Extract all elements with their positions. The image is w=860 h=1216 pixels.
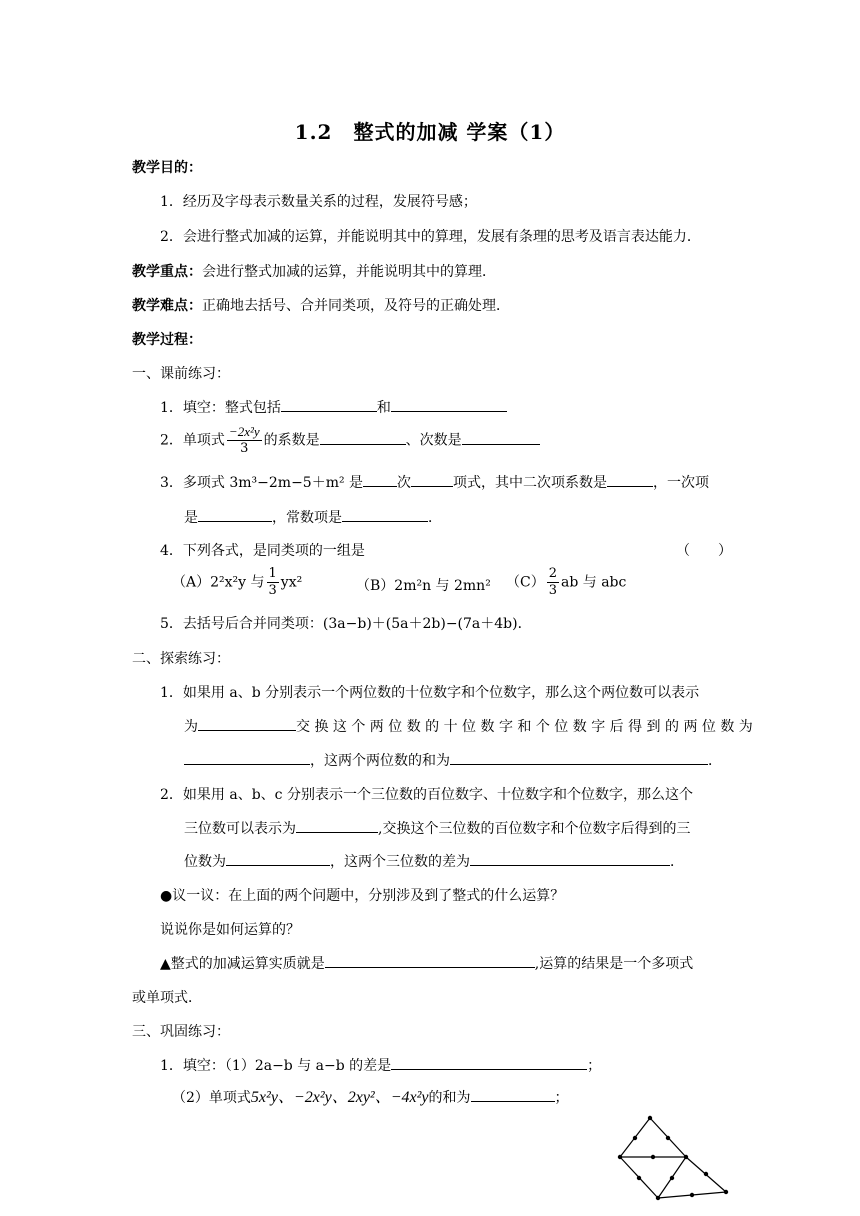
e2-blank-1[interactable] <box>296 818 378 833</box>
consolidate-1 <box>160 1055 601 1075</box>
section-1-heading: 一、课前练习： <box>132 366 230 382</box>
q3-text-c: 项式，其中二次项系数是 <box>453 475 608 491</box>
q3-blank-1[interactable] <box>363 472 397 487</box>
q1-text-a: 1．填空：整式包括 <box>160 400 281 416</box>
figure-dot <box>618 1155 622 1159</box>
q2-text-a: 2．单项式 <box>160 432 225 449</box>
q4-option-c-text-1: （C） <box>506 574 545 591</box>
q4-option-a-text-2: yx² <box>280 574 303 591</box>
process-heading: 教学过程： <box>132 332 202 348</box>
question-3 <box>160 472 709 492</box>
figure-dot <box>666 1136 670 1140</box>
c2-text-c: ； <box>554 1090 569 1106</box>
q3-text-b: 次 <box>397 475 412 491</box>
q4-option-c-denominator: 3 <box>548 583 557 598</box>
q3-blank-2[interactable] <box>411 472 453 487</box>
section-2-heading: 二、探索练习： <box>132 651 230 667</box>
q4-option-a-fraction <box>267 566 279 599</box>
explore-1-line-3 <box>184 750 722 770</box>
figure-dot <box>724 1190 728 1194</box>
essence-text-b: ,运算的结果是一个多项式 <box>534 956 694 972</box>
question-3-line-2 <box>184 507 442 527</box>
e2-text-d: 位数为 <box>184 854 226 870</box>
q3-text-f: ，常数项是 <box>272 510 342 526</box>
essence-blank[interactable] <box>325 953 535 968</box>
q1-blank-2[interactable] <box>391 397 507 412</box>
e2-text-e: ，这两个三位数的差为 <box>330 854 470 870</box>
e1-text-c: 交 换 这 个 两 位 数 的 十 位 数 字 和 个 位 数 字 后 得 到 的 两 位 数 为 <box>296 719 753 735</box>
q3-blank-4[interactable] <box>198 507 272 522</box>
q4-option-c <box>506 566 626 599</box>
objective-1: 1．经历及字母表示数量关系的过程，发展符号感； <box>160 194 477 210</box>
key-label: 教学重点： <box>132 264 202 280</box>
section-3-heading: 三、巩固练习： <box>132 1024 230 1040</box>
q3-blank-3[interactable] <box>607 472 653 487</box>
q2-denominator: 3 <box>240 441 249 456</box>
e1-blank-1[interactable] <box>198 716 296 731</box>
e1-blank-2[interactable] <box>184 750 310 765</box>
essence-line-2: 或单项式． <box>132 990 202 1006</box>
q3-text-a: 3．多项式 3m³−2m−5＋m² 是 <box>160 475 364 491</box>
e2-blank-2[interactable] <box>226 851 330 866</box>
c1-blank[interactable] <box>391 1055 587 1070</box>
triangle-dot-figure <box>610 1112 740 1204</box>
c2-text-b: 的和为 <box>428 1090 471 1106</box>
q2-blank-2[interactable] <box>462 430 540 445</box>
q4-option-a-text-1: （A）2²x²y 与 <box>172 574 265 591</box>
q2-numerator: −2x²y <box>228 424 260 439</box>
difficulty-text: 正确地去括号、合并同类项，及符号的正确处理． <box>202 298 510 314</box>
e1-text-d: ，这两个两位数的和为 <box>310 753 450 769</box>
explore-2-line-3 <box>184 851 684 871</box>
q1-blank-1[interactable] <box>281 397 377 412</box>
explore-1-line-1: 1．如果用 a、b 分别表示一个两位数的十位数字和个位数字，那么这个两位数可以表示 <box>160 685 700 701</box>
objectives-heading: 教学目的： <box>132 160 202 176</box>
explore-2-line-1: 2．如果用 a、b、c 分别表示一个三位数的百位数字、十位数字和个位数字，那么这个 <box>160 787 693 803</box>
key-text: 会进行整式加减的运算，并能说明其中的算理． <box>202 264 496 280</box>
figure-dot <box>648 1116 652 1120</box>
question-5: 5．去括号后合并同类项：(3a−b)＋(5a＋2b)−(7a＋4b)． <box>160 616 532 632</box>
difficulty-label: 教学难点： <box>132 298 202 314</box>
q4-answer-paren[interactable]: （ ） <box>676 543 732 559</box>
e1-text-b: 为 <box>184 719 198 735</box>
consolidate-2 <box>172 1084 569 1107</box>
q4-option-b: （B）2m²n 与 2mn² <box>356 578 491 594</box>
difficulty-point <box>132 295 510 315</box>
q4-option-a-denominator: 3 <box>268 583 277 598</box>
q4-option-a-numerator: 1 <box>268 566 277 581</box>
q4-option-c-numerator: 2 <box>548 566 557 581</box>
q2-blank-1[interactable] <box>320 430 406 445</box>
c1-text-b: ； <box>587 1058 602 1074</box>
q3-text-e: 是 <box>184 510 198 526</box>
figure-dot <box>651 1155 655 1159</box>
c1-text-a: 1．填空：（1）2a−b 与 a−b 的差是 <box>160 1058 392 1074</box>
essence-text-a: ▲整式的加减运算实质就是 <box>160 956 325 972</box>
discussion-prompt-2: 说说你是如何运算的？ <box>160 922 300 938</box>
q3-text-g: ． <box>428 510 442 526</box>
c2-blank[interactable] <box>471 1087 555 1102</box>
figure-dot <box>670 1176 674 1180</box>
e2-blank-3[interactable] <box>470 851 670 866</box>
q2-fraction <box>227 424 262 457</box>
page-title: 1.2 整式的加减 学案（1） <box>294 120 566 144</box>
e1-text-e: ． <box>708 753 722 769</box>
c2-monomials: 5x²y、−2x²y、2xy²、−4x²y <box>250 1089 429 1106</box>
q4-option-c-fraction <box>547 566 559 599</box>
question-1 <box>160 397 507 417</box>
c2-text-a: （2）单项式 <box>172 1090 251 1106</box>
e1-blank-3[interactable] <box>450 750 708 765</box>
question-2 <box>160 424 540 457</box>
figure-dot <box>633 1136 637 1140</box>
e2-text-f: ． <box>670 854 684 870</box>
figure-dot <box>656 1196 660 1200</box>
q3-text-d: ，一次项 <box>653 475 710 491</box>
figure-dot <box>684 1155 688 1159</box>
discussion-prompt: ●议一议：在上面的两个问题中，分别涉及到了整式的什么运算？ <box>160 888 565 904</box>
e2-text-b: 三位数可以表示为 <box>184 821 296 837</box>
q2-text-c: 、次数是 <box>405 432 462 449</box>
q1-text-b: 和 <box>376 400 391 416</box>
figure-dot <box>637 1176 641 1180</box>
question-4: 4．下列各式，是同类项的一组是 <box>160 543 365 559</box>
figure-dot <box>690 1193 694 1197</box>
q4-option-a <box>172 566 302 599</box>
e2-text-c: ,交换这个三位数的百位数字和个位数字后得到的三 <box>378 821 691 837</box>
q2-text-b: 的系数是 <box>263 432 320 449</box>
explore-2-line-2 <box>184 818 690 838</box>
figure-dot <box>704 1172 708 1176</box>
explore-1-line-2 <box>184 716 753 736</box>
essence-line <box>160 953 693 973</box>
objective-2: 2．会进行整式加减的运算，并能说明其中的算理，发展有条理的思考及语言表达能力． <box>160 229 701 245</box>
key-point <box>132 261 496 281</box>
q4-option-c-text-2: ab 与 abc <box>561 574 627 591</box>
q3-blank-5[interactable] <box>342 507 428 522</box>
